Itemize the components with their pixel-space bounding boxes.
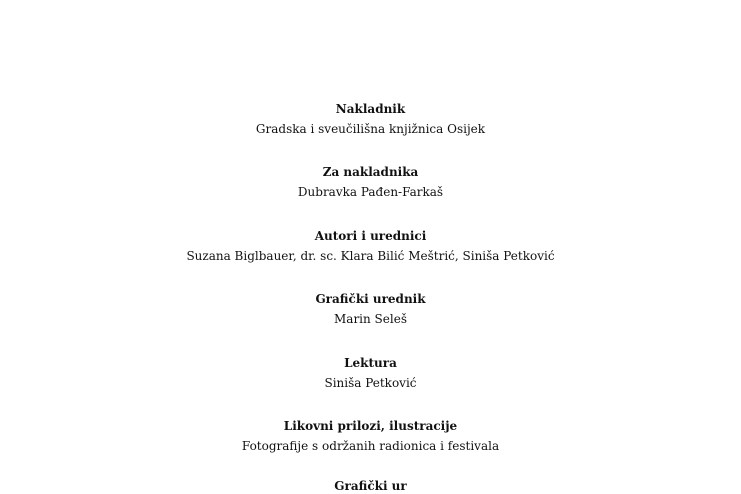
credit-value: Suzana Biglbauer, dr. sc. Klara Bilić Meštrić, Siniša Petković xyxy=(186,249,555,263)
credit-value: Siniša Petković xyxy=(324,376,417,390)
credit-value: Marin Seleš xyxy=(334,312,407,326)
credit-graphic-editor xyxy=(0,291,741,327)
credit-value: Dubravka Pađen-Farkaš xyxy=(297,185,444,199)
credit-authors-editors xyxy=(0,228,741,264)
credit-proofreading xyxy=(0,355,741,391)
credit-label: Nakladnik xyxy=(335,102,406,116)
credit-label-cutoff: Grafički ur xyxy=(334,479,407,493)
credit-label: Lektura xyxy=(344,356,397,370)
credit-label: Autori i urednici xyxy=(314,229,427,243)
credit-label: Likovni prilozi, ilustracije xyxy=(283,419,458,433)
credit-publisher xyxy=(0,101,741,137)
credit-label: Grafički urednik xyxy=(315,292,426,306)
credit-label: Za nakladnika xyxy=(322,165,419,179)
credit-for-publisher xyxy=(0,164,741,200)
credit-value: Gradska i sveučilišna knjižnica Osijek xyxy=(255,122,486,136)
credit-illustrations xyxy=(0,418,741,454)
credit-value: Fotografije s održanih radionica i festivala xyxy=(241,439,500,453)
